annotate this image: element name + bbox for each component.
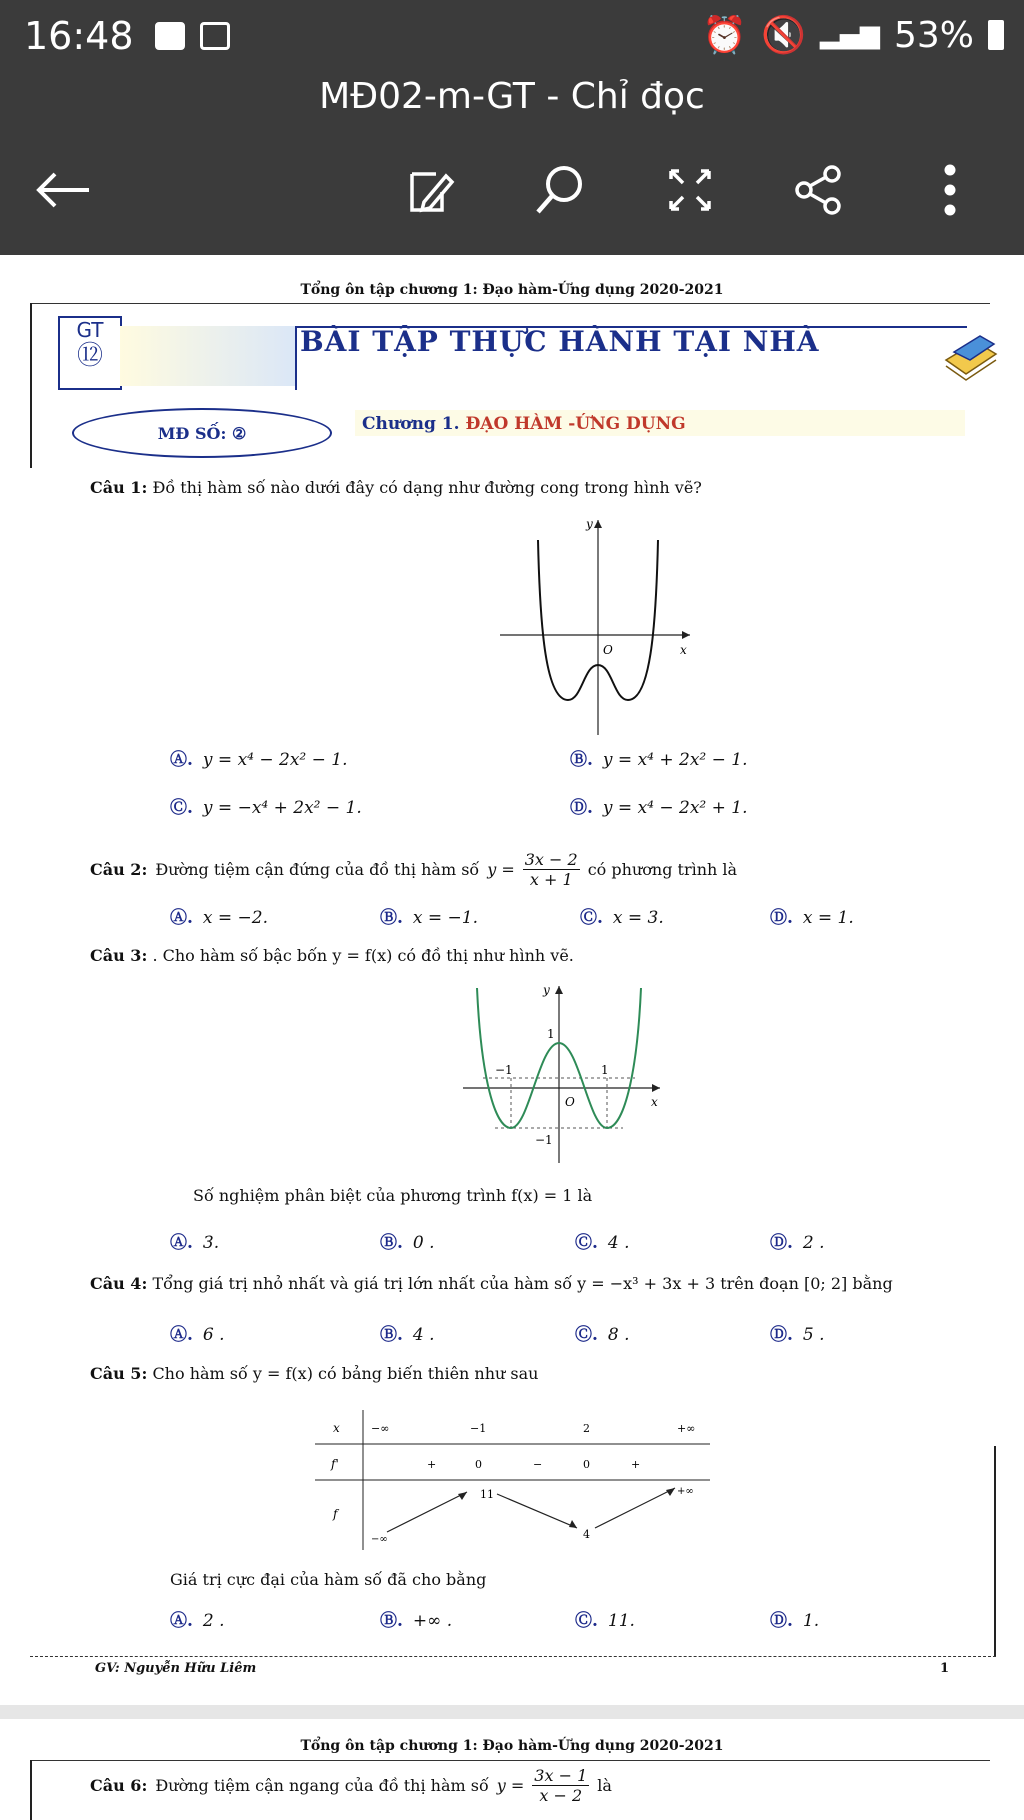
share-icon [790, 162, 846, 218]
checkbox-notification-icon [155, 22, 185, 50]
q1-option-c[interactable] [170, 793, 362, 818]
table-x-value: +∞ [677, 1422, 696, 1435]
question-1-text: Đồ thị hàm số nào dưới đây có dạng như đường cong trong hình vẽ? [152, 478, 702, 497]
q1-origin-label: O [603, 643, 613, 657]
table-f-header: f [333, 1507, 338, 1521]
option-text: +∞ . [412, 1611, 453, 1631]
banner-gradient [120, 326, 295, 386]
question-3-text: . Cho hàm số bậc bốn y = f(x) có đồ thị như hình vẽ. [152, 946, 574, 965]
footer-author: GV: Nguyễn Hữu Liêm [95, 1661, 257, 1676]
question-5-label: Câu 5: [90, 1364, 148, 1383]
q1-option-b[interactable] [570, 745, 748, 770]
question-6 [90, 1766, 612, 1805]
share-button[interactable] [783, 155, 853, 225]
question-2-text-after: có phương trình là [587, 860, 738, 879]
question-2-label: Câu 2: [90, 860, 148, 879]
option-text: y = x⁴ − 2x² + 1. [602, 798, 748, 818]
q1-option-d[interactable] [570, 793, 748, 818]
q1-option-a[interactable] [170, 745, 348, 770]
question-5-subtext: Giá trị cực đại của hàm số đã cho bằng [170, 1570, 487, 1589]
option-text: 0 . [412, 1233, 435, 1253]
option-label: Ⓑ. [570, 750, 593, 770]
option-text: x = 3. [612, 908, 664, 928]
option-text: 1. [802, 1611, 820, 1631]
option-label: Ⓒ. [170, 798, 193, 818]
chapter-title [362, 414, 686, 434]
question-5 [90, 1364, 538, 1383]
option-label: Ⓓ. [570, 798, 593, 818]
option-label: Ⓒ. [575, 1325, 598, 1345]
question-6-label: Câu 6: [90, 1776, 148, 1795]
page-separator [0, 1705, 1024, 1719]
battery-level: 53% [893, 14, 974, 56]
table-x-value: −1 [470, 1422, 487, 1435]
question-1-label: Câu 1: [90, 478, 148, 497]
question-4 [90, 1274, 893, 1293]
table-x-header: x [333, 1421, 340, 1435]
option-text: 4 . [607, 1233, 630, 1253]
app-bar [0, 70, 1024, 255]
option-text: x = 1. [802, 908, 854, 928]
option-label: Ⓑ. [380, 1611, 403, 1631]
table-sign: 0 [475, 1458, 482, 1471]
option-label: Ⓓ. [770, 1233, 793, 1253]
question-3 [90, 946, 574, 965]
back-arrow-icon [33, 170, 93, 210]
status-bar [0, 0, 1024, 70]
search-button[interactable] [525, 155, 595, 225]
question-6-fraction [532, 1766, 589, 1805]
option-text: 8 . [607, 1325, 630, 1345]
q2-option-a[interactable] [170, 903, 268, 928]
edit-button[interactable] [395, 155, 465, 225]
question-6-text: Đường tiệm cận ngang của đồ thị hàm số [155, 1776, 489, 1795]
chapter-prefix: Chương 1. [362, 414, 460, 434]
table-x-value: −∞ [371, 1422, 390, 1435]
q5-option-b[interactable] [380, 1606, 452, 1631]
battery-icon [988, 20, 1004, 50]
q4-option-d[interactable] [770, 1320, 825, 1345]
option-label: Ⓓ. [770, 908, 793, 928]
q4-option-c[interactable] [575, 1320, 630, 1345]
table-sign: + [427, 1458, 437, 1471]
fraction-numerator: 3x − 2 [524, 850, 578, 869]
header-rule [30, 303, 990, 304]
running-header-page-2: Tổng ôn tập chương 1: Đạo hàm-Ứng dụng 2020-2021 [300, 1738, 724, 1754]
option-text: 5 . [802, 1325, 825, 1345]
option-label: Ⓒ. [575, 1233, 598, 1253]
option-label: Ⓐ. [170, 1233, 193, 1253]
grade-badge [58, 316, 122, 390]
q5-option-d[interactable] [770, 1606, 819, 1631]
question-2-fraction [523, 850, 580, 889]
exam-code-oval: MĐ SỐ: ② [72, 408, 332, 458]
footer-rule [30, 1656, 996, 1657]
back-button[interactable] [28, 155, 98, 225]
q3-x-neg-one-label: −1 [495, 1063, 513, 1077]
option-label: Ⓑ. [380, 908, 403, 928]
question-2 [90, 850, 737, 889]
edit-icon [402, 162, 458, 218]
table-f-value: +∞ [677, 1486, 694, 1497]
fraction-numerator: 3x − 1 [534, 1766, 588, 1785]
option-text: 6 . [202, 1325, 225, 1345]
q3-y-axis-label: y [543, 983, 550, 997]
option-text: 11. [607, 1611, 635, 1631]
banner-title: BÀI TẬP THỰC HÀNH TẠI NHÀ [300, 325, 820, 358]
table-sign: 0 [583, 1458, 590, 1471]
q3-option-d[interactable] [770, 1228, 825, 1253]
more-vert-icon [940, 162, 960, 218]
running-header: Tổng ôn tập chương 1: Đạo hàm-Ứng dụng 2020-2021 [300, 282, 724, 298]
fullscreen-icon [665, 165, 715, 215]
status-time: 16:48 [24, 14, 134, 58]
option-text: 2 . [202, 1611, 225, 1631]
question-1-graph [500, 510, 700, 735]
option-text: 3. [202, 1233, 220, 1253]
q5-option-c[interactable] [575, 1606, 635, 1631]
left-margin-rule [30, 303, 32, 468]
q2-option-d[interactable] [770, 903, 854, 928]
q1-y-axis-label: y [586, 517, 593, 531]
option-label: Ⓓ. [770, 1611, 793, 1631]
table-f-value: 4 [583, 1528, 590, 1541]
fraction-denominator: x − 2 [539, 1786, 583, 1805]
more-options-button[interactable] [915, 155, 985, 225]
table-sign: + [631, 1458, 641, 1471]
q3-x-axis-label: x [651, 1095, 658, 1109]
question-3-label: Câu 3: [90, 946, 148, 965]
option-text: x = −2. [202, 908, 269, 928]
alarm-icon: ⏰ [702, 15, 748, 56]
q3-option-b[interactable] [380, 1228, 435, 1253]
fullscreen-button[interactable] [655, 155, 725, 225]
q2-option-c[interactable] [580, 903, 664, 928]
mute-icon: 🔇 [761, 15, 806, 56]
table-f-value: 11 [480, 1488, 494, 1501]
option-label: Ⓒ. [575, 1611, 598, 1631]
fraction-denominator: x + 1 [529, 870, 573, 889]
q4-option-b[interactable] [380, 1320, 435, 1345]
table-f-value: −∞ [371, 1534, 388, 1545]
question-2-text: Đường tiệm cận đứng của đồ thị hàm số [155, 860, 480, 879]
badge-gt-text: GT [76, 318, 104, 342]
question-4-text: Tổng giá trị nhỏ nhất và giá trị lớn nhất của hàm số y = −x³ + 3x + 3 trên đoạn [0; 2] bằng [152, 1274, 893, 1293]
question-1 [90, 478, 702, 497]
search-icon [532, 162, 588, 218]
option-label: Ⓐ. [170, 908, 193, 928]
question-3-subtext: Số nghiệm phân biệt của phương trình f(x) = 1 là [193, 1186, 593, 1205]
left-margin-rule-page-2 [30, 1760, 32, 1820]
table-fprime-header: f' [331, 1457, 339, 1471]
option-label: Ⓑ. [380, 1325, 403, 1345]
q5-option-a[interactable] [170, 1606, 225, 1631]
option-text: y = −x⁴ + 2x² − 1. [202, 798, 362, 818]
books-icon [940, 330, 1000, 385]
option-label: Ⓓ. [770, 1325, 793, 1345]
option-label: Ⓐ. [170, 1611, 193, 1631]
option-label: Ⓐ. [170, 750, 193, 770]
q3-option-a[interactable] [170, 1228, 219, 1253]
q4-option-a[interactable] [170, 1320, 225, 1345]
translate-notification-icon [200, 22, 230, 50]
footer-page-number: 1 [940, 1661, 950, 1676]
right-margin-rule [994, 1446, 996, 1656]
option-label: Ⓐ. [170, 1325, 193, 1345]
option-text: y = x⁴ + 2x² − 1. [602, 750, 748, 770]
q3-y-neg-one-label: −1 [535, 1133, 553, 1147]
q2-option-b[interactable] [380, 903, 478, 928]
question-6-text-after: là [597, 1776, 612, 1795]
chapter-name: ĐẠO HÀM -ỨNG DỤNG [465, 414, 686, 434]
option-label: Ⓑ. [380, 1233, 403, 1253]
table-sign: − [533, 1458, 543, 1471]
question-2-formula-lhs: y = [487, 860, 515, 879]
q3-option-c[interactable] [575, 1228, 630, 1253]
variation-table [315, 1410, 710, 1550]
q3-origin-label: O [565, 1095, 575, 1109]
question-5-text: Cho hàm số y = f(x) có bảng biến thiên như sau [152, 1364, 539, 1383]
table-x-value: 2 [583, 1422, 590, 1435]
option-text: 2 . [802, 1233, 825, 1253]
question-4-label: Câu 4: [90, 1274, 148, 1293]
header-rule-page-2 [30, 1760, 990, 1761]
question-3-graph [455, 978, 665, 1163]
question-6-formula-lhs: y = [496, 1776, 525, 1795]
q1-x-axis-label: x [680, 643, 687, 657]
signal-icon: ▂▄▆ [819, 20, 880, 50]
option-text: 4 . [412, 1325, 435, 1345]
q3-y-one-label: 1 [547, 1027, 555, 1041]
document-title: MĐ02-m-GT - Chỉ đọc [319, 76, 705, 117]
option-text: x = −1. [412, 908, 479, 928]
q3-x-one-label: 1 [601, 1063, 609, 1077]
badge-number: ⑫ [76, 341, 103, 371]
option-text: y = x⁴ − 2x² − 1. [202, 750, 348, 770]
option-label: Ⓒ. [580, 908, 603, 928]
